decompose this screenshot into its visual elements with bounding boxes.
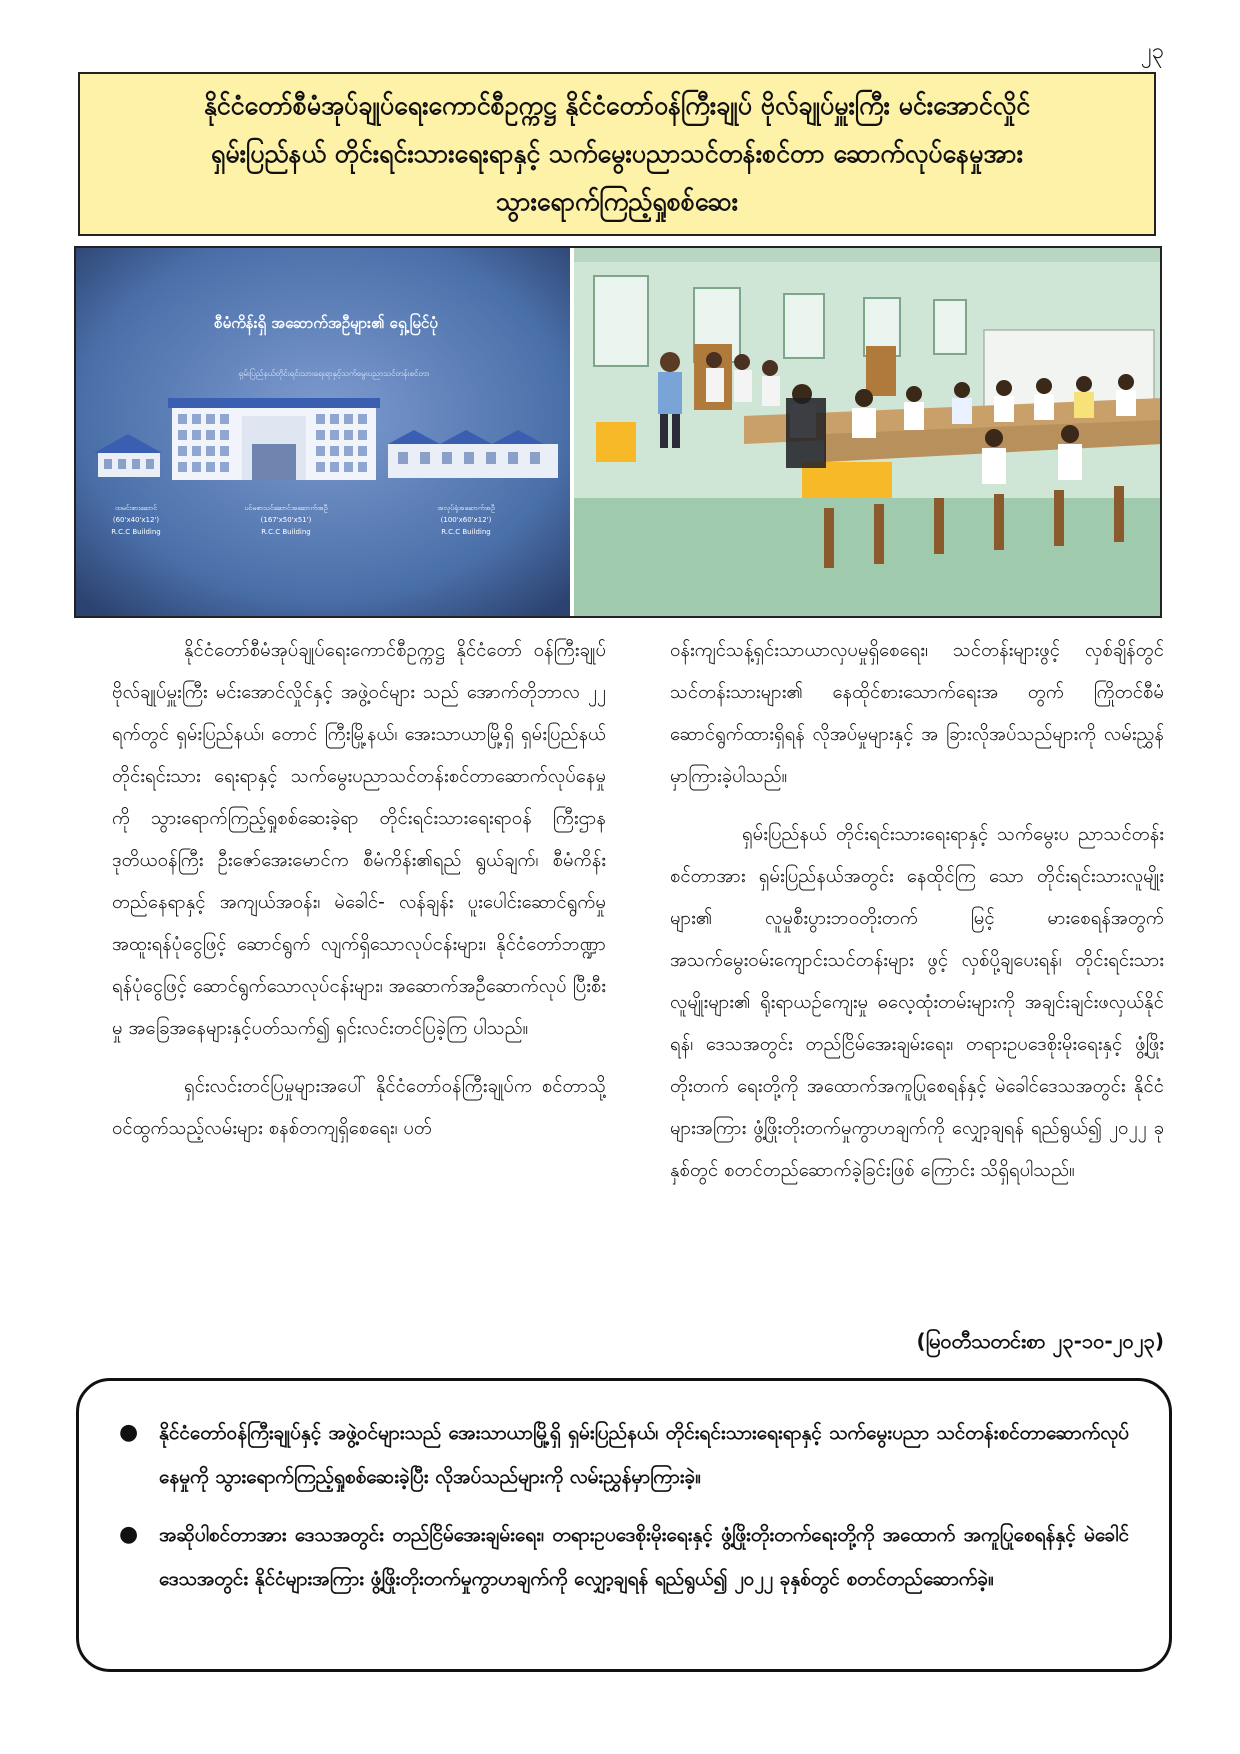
meeting-room-photo — [570, 248, 1160, 616]
article-paragraph: နိုင်ငံတော်စီမံအုပ်ချုပ်ရေးကောင်စီဥက္ကဋ္ဌ နိုင်ငံတော် ဝန်ကြီးချုပ် ဗိုလ်ချုပ်မှူးကြီး မင်းအောင်လှိုင်နှင့် အဖွဲ့ဝင်များ သည် အောက်တိုဘာလ ၂၂ ရက်တွင် ရှမ်းပြည်နယ်၊ တောင် ကြီးမြို့နယ်၊ အေးသာယာမြို့ရှိ ရှမ်းပြည်နယ်တိုင်းရင်းသား ရေးရာနှင့် သက်မွေးပညာသင်တန်းစင်တာဆောက်လုပ်နေမှု ကို သွားရောက်ကြည့်ရှုစစ်ဆေးခဲ့ရာ တိုင်းရင်းသားရေးရာဝန် ကြီးဌာန ဒုတိယဝန်ကြီး ဦးဇော်အေးမောင်က စီမံကိန်း၏ရည် ရွယ်ချက်၊ စီမံကိန်းတည်နေရာနှင့် အကျယ်အဝန်း၊ မဲခေါင်- လန်ချန်း ပူးပေါင်းဆောင်ရွက်မှု အထူးရန်ပုံငွေဖြင့် ဆောင်ရွက် လျက်ရှိသောလုပ်ငန်းများ၊ နိုင်ငံတော်ဘဏ္ဍာရန်ပုံငွေဖြင့် ဆောင်ရွက်သောလုပ်ငန်းများ၊ အဆောက်အဦဆောက်လုပ် ပြီးစီးမှု အခြေအနေများနှင့်ပတ်သက်၍ ရှင်းလင်းတင်ပြခဲ့ကြ ပါသည်။ — [112, 640, 606, 1039]
building-2-type: R.C.C Building — [261, 528, 311, 536]
article-column-right — [670, 630, 1164, 1320]
bullet-icon: ● — [119, 1522, 139, 1547]
building-2-name: ပင်မစာသင်ဆောင်အဆောက်အဦ — [244, 504, 328, 512]
slide-subtitle: ရှမ်းပြည်နယ်တိုင်းရင်းသားရေးရာနှင့်သက်မွေးပညာသင်တန်းစင်တာ — [238, 369, 430, 378]
article-body — [112, 630, 1164, 1320]
summary-item — [119, 1411, 1129, 1499]
headline-title: နိုင်ငံတော်စီမံအုပ်ချုပ်ရေးကောင်စီဥက္ကဋ္ဌ နိုင်ငံတော်ဝန်ကြီးချုပ် ဗိုလ်ချုပ်မှူးကြီး မင်းအောင်လှိုင် ရှမ်းပြည်နယ် တိုင်းရင်းသားရေးရာနှင့် သက်မွေးပညာသင်တန်းစင်တာ ဆောက်လုပ်နေမှုအား သွားရောက်ကြည့်ရှုစစ်ဆေး — [203, 91, 1031, 216]
main-building-drawing — [168, 398, 380, 480]
slide-title: စီမံကိန်းရှိ အဆောက်အဦများ၏ ရှေ့မြင်ပုံ — [214, 314, 438, 332]
photo-strip — [74, 246, 1162, 618]
building-3-type: R.C.C Building — [441, 528, 491, 536]
headline-box — [78, 72, 1156, 236]
bullet-icon: ● — [119, 1420, 139, 1445]
building-1-size: (60'x40'x12') — [112, 516, 160, 524]
article-paragraph: ရှင်းလင်းတင်ပြမှုများအပေါ် နိုင်ငံတော်ဝန်ကြီးချုပ်က စင်တာသို့ ဝင်ထွက်သည့်လမ်းများ စနစ်တကျရှိစေရေး၊ ပတ် — [112, 1076, 606, 1139]
summary-item — [119, 1513, 1129, 1601]
building-2-size: (167'x50'x51') — [260, 516, 312, 524]
summary-box — [76, 1378, 1172, 1672]
presentation-slide-photo — [76, 248, 570, 616]
source-citation: (မြဝတီသတင်းစာ ၂၃-၁၀-၂၀၂၃) — [916, 1329, 1164, 1353]
article-paragraph: ဝန်းကျင်သန့်ရှင်းသာယာလှပမှုရှိစေရေး၊ သင်တန်းများဖွင့် လှစ်ချိန်တွင် သင်တန်းသားများ၏ နေထိုင်စားသောက်ရေးအ တွက် ကြိုတင်စီမံဆောင်ရွက်ထားရှိရန် လိုအပ်မှုများနှင့် အ ခြားလိုအပ်သည်များကို လမ်းညွှန်မှာကြားခဲ့ပါသည်။ — [670, 640, 1164, 787]
summary-text: အဆိုပါစင်တာအား ဒေသအတွင်း တည်ငြိမ်အေးချမ်းရေး၊ တရားဥပဒေစိုးမိုးရေးနှင့် ဖွံ့ဖြိုးတိုးတက်ရေးတို့ကို အထောက် အကူပြုစေရန်နှင့် မဲခေါင်ဒေသအတွင်း နိုင်ငံများအကြား ဖွံ့ဖြိုးတိုးတက်မှုကွာဟချက်ကို လျှော့ချရန် ရည်ရွယ်၍ ၂၀၂၂ ခုနှစ်တွင် စတင်တည်ဆောက်ခဲ့။ — [159, 1524, 1129, 1590]
meeting-room-illustration — [574, 248, 1160, 616]
building-3-size: (100'x60'x12') — [440, 516, 492, 524]
page-number: ၂၃ — [1140, 39, 1164, 64]
summary-text: နိုင်ငံတော်ဝန်ကြီးချုပ်နှင့် အဖွဲ့ဝင်များသည် အေးသာယာမြို့ရှိ ရှမ်းပြည်နယ်၊ တိုင်းရင်းသားရေးရာနှင့် သက်မွေးပညာ သင်တန်းစင်တာဆောက်လုပ်နေမှုကို သွားရောက်ကြည့်ရှုစစ်ဆေးခဲ့ပြီး လိုအပ်သည်များကို လမ်းညွှန်မှာကြားခဲ့။ — [159, 1422, 1129, 1488]
building-3-name: အလုပ်ရုံအဆောက်အဦ — [437, 504, 495, 512]
building-1-name: ထမင်းစားဆောင် — [114, 504, 158, 512]
slide-illustration — [76, 248, 570, 616]
article-paragraph: ရှမ်းပြည်နယ် တိုင်းရင်းသားရေးရာနှင့် သက်မွေးပ ညာသင်တန်းစင်တာအား ရှမ်းပြည်နယ်အတွင်း နေထိုင်ကြ သော တိုင်းရင်းသားလူမျိုးများ၏ လူမှုစီးပွားဘဝတိုးတက် မြင့် မားစေရန်အတွက် အသက်မွေးဝမ်းကျောင်းသင်တန်းများ ဖွင့် လှစ်ပို့ချပေးရန်၊ တိုင်းရင်းသားလူမျိုးများ၏ ရိုးရာယဉ်ကျေးမှု ဓလေ့ထုံးတမ်းများကို အချင်းချင်းဖလှယ်နိုင်ရန်၊ ဒေသအတွင်း တည်ငြိမ်အေးချမ်းရေး၊ တရားဥပဒေစိုးမိုးရေးနှင့် ဖွံ့ဖြိုးတိုးတက် ရေးတို့ကို အထောက်အကူပြုစေရန်နှင့် မဲခေါင်ဒေသအတွင်း နိုင်ငံများအကြား ဖွံ့ဖြိုးတိုးတက်မှုကွာဟချက်ကို လျှော့ချရန် ရည်ရွယ်၍ ၂၀၂၂ ခုနှစ်တွင် စတင်တည်ဆောက်ခဲ့ခြင်းဖြစ် ကြောင်း သိရှိရပါသည်။ — [670, 824, 1164, 1181]
article-column-left — [112, 630, 606, 1320]
building-1-type: R.C.C Building — [111, 528, 161, 536]
